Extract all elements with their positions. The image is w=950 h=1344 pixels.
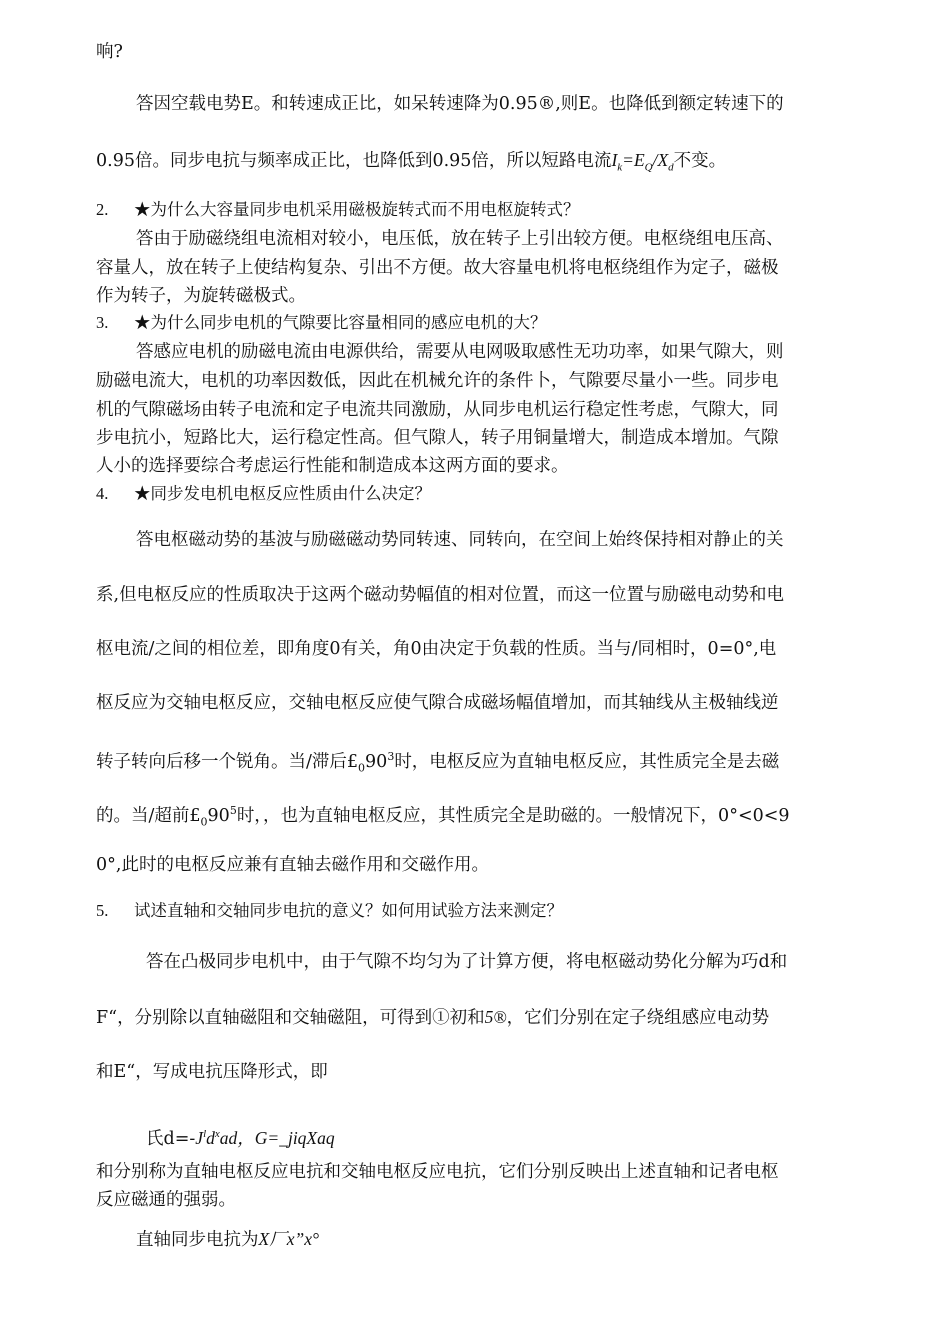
answer-4-line-1 [136,528,784,552]
formula-sup: x [214,1128,220,1140]
answer-4-line-7 [96,853,489,877]
answer-3-line-1 [136,340,784,364]
answer-1-line-2 [136,92,784,116]
text: 容量人，放在转子上使结构复杂、引出不方便。故大容量电机将电枢绕组作为定子，磁极 [96,258,779,278]
text: 答电枢磁动势的基波与励磁磁动势同转速、同转向，在空间上始终保持相对静止的关 [136,530,784,550]
text: F“，分别除以直轴磁阻和交轴磁阻，可得到①初和 [96,1008,485,1028]
formula-sup: l [203,1128,207,1140]
text: 答在凸极同步电机中，由于气隙不均匀为了计算方便，将电枢磁动势化分解为巧d和 [146,952,788,972]
answer-5-line-5 [96,1188,236,1212]
question-4 [96,482,431,506]
answer-5-line-6 [136,1227,319,1252]
text: 枢反应为交轴电枢反应，交轴电枢反应使气隙合成磁场幅值增加，而其轴线从主极轴线逆 [96,693,779,713]
answer-4-line-4 [96,691,779,715]
answer-4-line-3 [96,637,776,661]
answer-5-line-2 [96,1005,769,1030]
answer-3-line-5 [96,454,569,478]
answer-5-line-1 [146,950,787,974]
text: 90 [207,805,230,826]
formula-var: ad，G=_jiqXaq [219,1127,335,1148]
question-3 [96,311,547,335]
formula-text: 氏d=- [146,1128,196,1149]
text: 步电抗小，短路比大，运行稳定性高。但气隙人，转子用铜量增大，制造成本增加。气隙 [96,428,779,448]
formula-sub: k [617,161,623,174]
text: 直轴同步电抗为 [136,1230,259,1250]
question-text: ★为什么同步电机的气隙要比容量相同的感应电机的大？ [134,313,547,332]
formula-var: /X [652,150,669,170]
answer-3-line-2 [96,369,779,393]
answer-3-line-4 [96,426,779,450]
text: 和E“，写成电抗压降形式，即 [96,1062,328,1082]
question-text: 试述直轴和交轴同步电抗的意义？如何用试验方法来测定？ [134,901,563,920]
formula-var: =E [622,150,645,170]
question-number: 4. [96,484,109,503]
text: 和分别称为直轴电枢反应电抗和交轴电枢反应电抗，它们分别反映出上述直轴和记者电枢 [96,1162,779,1182]
text: ，它们分别在定子绕组感应电动势 [506,1008,770,1028]
question-5 [96,899,563,923]
text-line [96,40,123,64]
question-number: 5. [96,901,109,920]
text: 转子转向后移一个锐角。当/滞后£ [96,751,359,772]
answer-5-line-3 [96,1060,328,1084]
text: 机的气隙磁场由转子电流和定子电流共同激励，从同步电机运行稳定性考虑，气隙大，同 [96,400,779,420]
text: 90 [365,751,388,772]
formula-sub: Q [644,161,653,174]
answer-3-line-3 [96,398,779,422]
text: 不变。 [673,151,727,171]
question-2 [96,198,580,222]
text: 0°,此时的电枢反应兼有直轴去磁作用和交磁作用。 [96,855,489,875]
formula-var: d [206,1127,215,1148]
formula-sub: d [668,161,674,174]
answer-2-line-3 [96,284,306,308]
subscript: 0 [200,815,208,829]
text: 反应磁通的强弱。 [96,1190,236,1210]
formula-var: I [611,150,618,170]
formula-var: 5® [484,1007,507,1027]
answer-5-line-4 [96,1160,779,1184]
subscript: 0 [358,761,366,775]
answer-4-line-5 [96,745,779,780]
text: 答因空载电势E。和转速成正比，如呆转速降为0.95®,则E。也降低到额定转速下的 [136,94,784,114]
question-text: ★为什么大容量同步电机采用磁极旋转式而不用电枢旋转式？ [134,200,580,219]
answer-4-line-2 [96,583,784,607]
text: 时，电枢反应为直轴电枢反应，其性质完全是去磁 [394,751,780,772]
question-number: 3. [96,313,109,332]
text: 励磁电流大，电机的功率因数低，因此在机械允许的条件卜，气隙要尽量小一些。同步电 [96,371,779,391]
text: 枢电流/之间的相位差，即角度0有关，角0由决定于负载的性质。当与/同相时，0=0°,电 [96,639,777,659]
answer-2-line-2 [96,256,779,280]
answer-2-line-1 [136,227,784,251]
question-text: ★同步发电机电枢反应性质由什么决定？ [134,484,431,503]
text: 0.95倍。同步电抗与频率成正比，也降低到0.95倍，所以短路电流 [96,151,612,171]
formula-var: J [195,1127,204,1148]
question-number: 2. [96,200,109,219]
answer-1-line-3 [96,148,726,180]
answer-4-line-6 [96,799,790,834]
superscript: 3 [387,750,395,763]
formula-var: X厂x”x° [258,1229,319,1249]
text: 答由于励磁绕组电流相对较小，电压低，放在转子上引出较方便。电枢绕组电压高、 [136,229,784,249]
text: 响? [96,42,123,62]
text: 答感应电机的励磁电流由电源供给，需要从电网吸取感性无功功率，如果气隙大，则 [136,342,784,362]
formula-line [146,1122,335,1151]
text: 时，，也为直轴电枢反应，其性质完全是助磁的。一般情况下，0°<0<9 [236,805,790,826]
text: 的。当/超前£ [96,805,201,826]
text: 作为转子，为旋转磁极式。 [96,286,306,306]
text: 系,但电枢反应的性质取决于这两个磁动势幅值的相对位置，而这一位置与励磁电动势和电 [96,585,785,605]
text: 人小的选择要综合考虑运行性能和制造成本这两方面的要求。 [96,456,569,476]
superscript: 5 [229,804,237,817]
